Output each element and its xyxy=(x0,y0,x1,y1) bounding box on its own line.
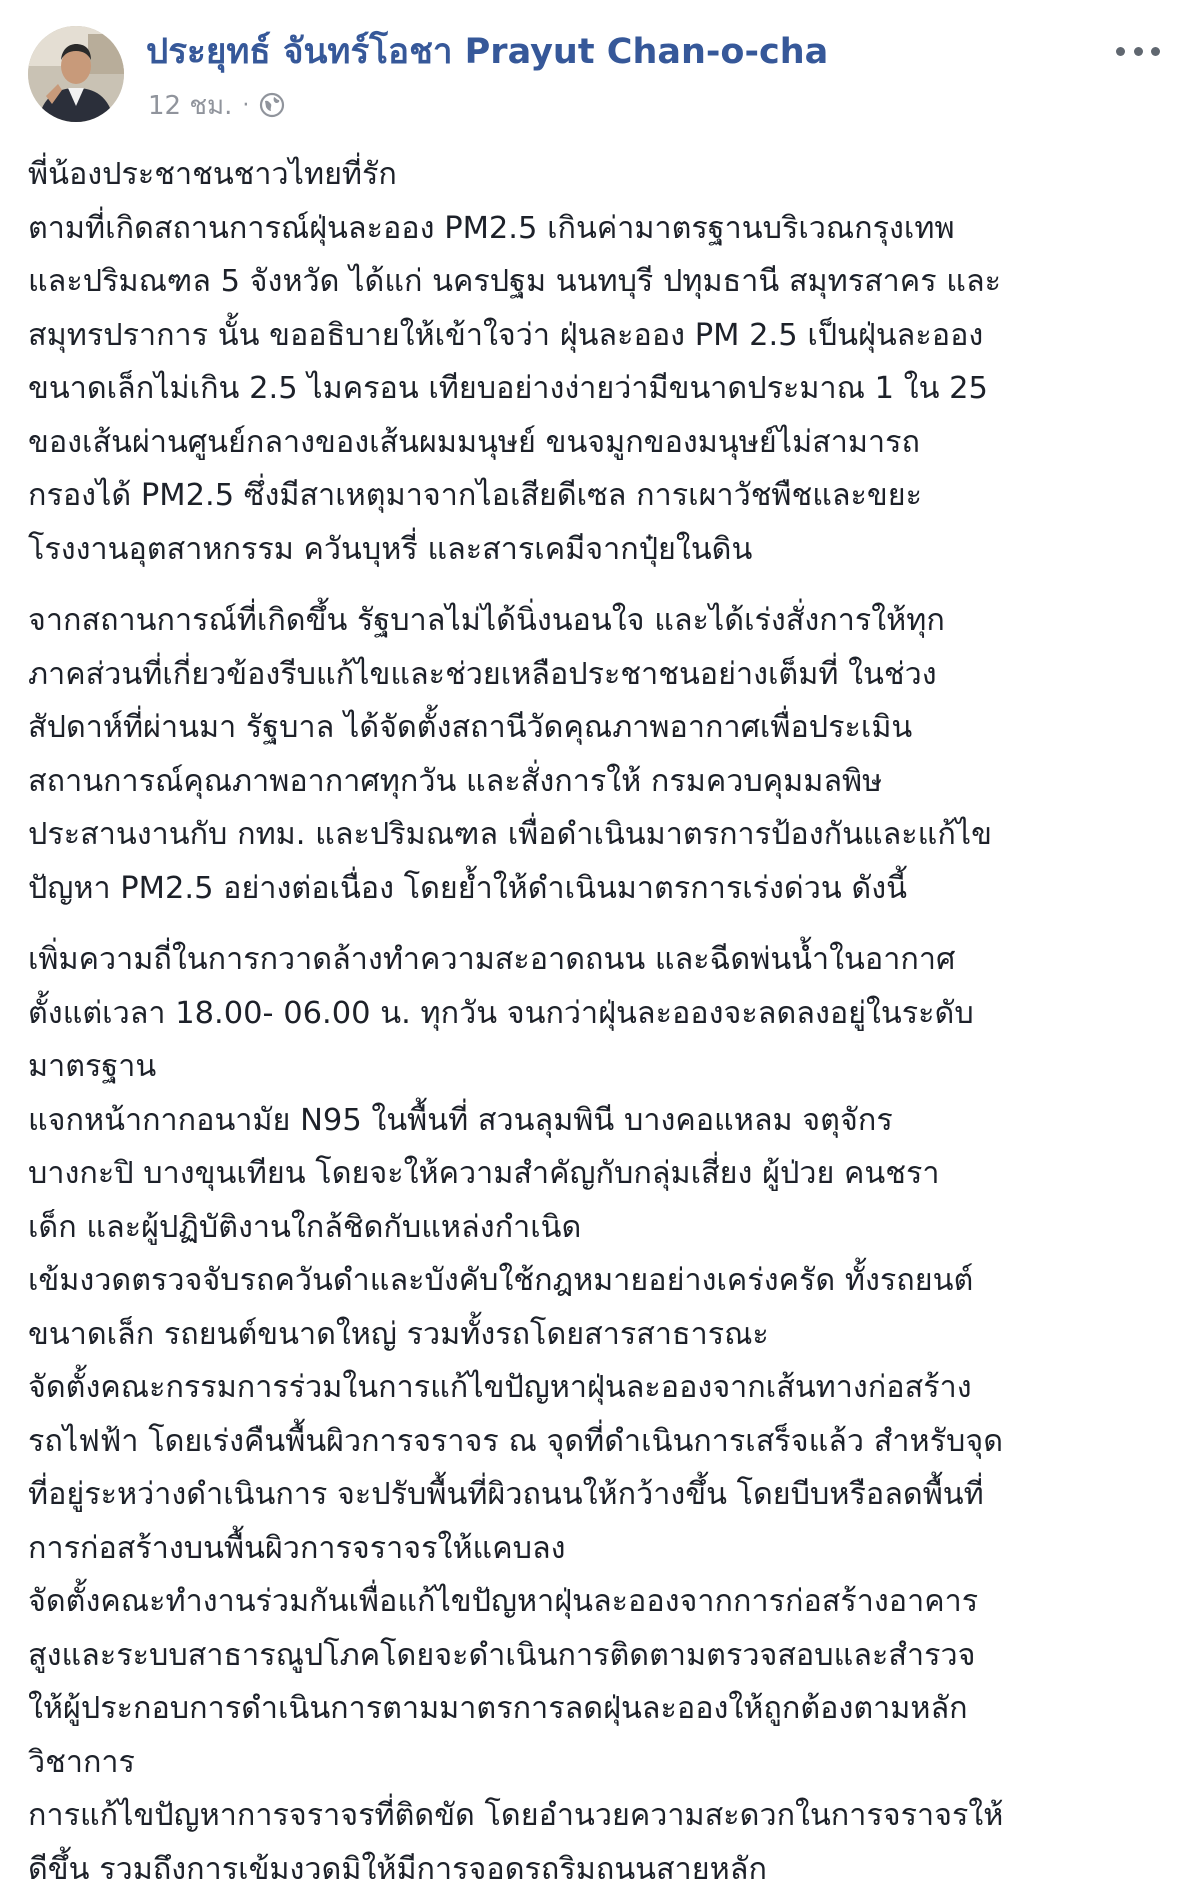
text-line: ให้ผู้ประกอบการดำเนินการตามมาตรการลดฝุ่นละอองให้ถูกต้องตามหลัก xyxy=(28,1691,968,1726)
text-line: เด็ก และผู้ปฏิบัติงานใกล้ชิดกับแหล่งกำเนิด xyxy=(28,1209,582,1245)
text-line: รถไฟฟ้า โดยเร่งคืนพื้นผิวการจราจร ณ จุดที่ดำเนินการเสร็จแล้ว สำหรับจุด xyxy=(28,1423,1004,1459)
text-line: กรองได้ PM2.5 ซึ่งมีสาเหตุมาจากไอเสียดีเซล การเผาวัชพืชและขยะ xyxy=(28,478,923,513)
text-line: ขนาดเล็ก รถยนต์ขนาดใหญ่ รวมทั้งรถโดยสารสาธารณะ xyxy=(28,1316,769,1352)
post-header xyxy=(28,26,1178,126)
meta-separator: · xyxy=(242,92,250,118)
more-dot xyxy=(1134,47,1143,56)
avatar-photo xyxy=(28,26,124,122)
globe-icon[interactable] xyxy=(259,92,285,118)
text-line: จัดตั้งคณะกรรมการร่วมในการแก้ไขปัญหาฝุ่นละอองจากเส้นทางก่อสร้าง xyxy=(28,1370,972,1405)
text-line: ตามที่เกิดสถานการณ์ฝุ่นละออง PM2.5 เกินค่ามาตรฐานบริเวณกรุงเทพ xyxy=(28,210,955,246)
text-line: สัปดาห์ที่ผ่านมา รัฐบาล ได้จัดตั้งสถานีวัดคุณภาพอากาศเพื่อประเมิน xyxy=(28,710,913,745)
text-line: สมุทรปราการ นั้น ขออธิบายให้เข้าใจว่า ฝุ่นละออง PM 2.5 เป็นฝุ่นละออง xyxy=(28,317,984,353)
text-line: ตั้งแต่เวลา 18.00- 06.00 น. ทุกวัน จนกว่าฝุ่นละอองจะลดลงอยู่ในระดับ xyxy=(28,995,974,1031)
text-line: สถานการณ์คุณภาพอากาศทุกวัน และสั่งการให้ กรมควบคุมมลพิษ xyxy=(28,763,883,799)
author-avatar[interactable] xyxy=(28,26,124,122)
more-dot xyxy=(1151,47,1160,56)
text-line: การก่อสร้างบนพื้นผิวการจราจรให้แคบลง xyxy=(28,1530,566,1566)
text-line: พี่น้องประชาชนชาวไทยที่รัก xyxy=(28,157,397,192)
text-line: จากสถานการณ์ที่เกิดขึ้น รัฐบาลไม่ได้นิ่งนอนใจ และได้เร่งสั่งการให้ทุก xyxy=(28,603,945,638)
text-line: จัดตั้งคณะทำงานร่วมกันเพื่อแก้ไขปัญหาฝุ่นละอองจากการก่อสร้างอาคาร xyxy=(28,1584,979,1619)
text-line: ดีขึ้น รวมถึงการเข้มงวดมิให้มีการจอดรถริมถนนสายหลัก xyxy=(28,1851,767,1883)
text-line: ปัญหา PM2.5 อย่างต่อเนื่อง โดยย้ำให้ดำเนินมาตรการเร่งด่วน ดังนี้ xyxy=(28,870,907,906)
text-line: โรงงานอุตสาหกรรม ควันบุหรี่ และสารเคมีจากปุ๋ยในดิน xyxy=(28,531,753,567)
post-paragraph xyxy=(28,148,1178,576)
text-line: วิชาการ xyxy=(28,1744,135,1780)
text-line: เพิ่มความถี่ในการกวาดล้างทำความสะอาดถนน และฉีดพ่นน้ำในอากาศ xyxy=(28,942,956,977)
text-line: ภาคส่วนที่เกี่ยวข้องรีบแก้ไขและช่วยเหลือประชาชนอย่างเต็มที่ ในช่วง xyxy=(28,656,937,692)
text-line: มาตรฐาน xyxy=(28,1049,157,1084)
post-timestamp[interactable]: 12 ชม. xyxy=(148,90,233,121)
text-line: ขนาดเล็กไม่เกิน 2.5 ไมครอน เทียบอย่างง่ายว่ามีขนาดประมาณ 1 ใน 25 xyxy=(28,371,988,406)
text-line: บางกะปิ บางขุนเทียน โดยจะให้ความสำคัญกับกลุ่มเสี่ยง ผู้ป่วย คนชรา xyxy=(28,1156,940,1191)
post-paragraph xyxy=(28,933,1178,1883)
text-line: ที่อยู่ระหว่างดำเนินการ จะปรับพื้นที่ผิวถนนให้กว้างขึ้น โดยบีบหรือลดพื้นที่ xyxy=(28,1477,984,1512)
text-line: เข้มงวดตรวจจับรถควันดำและบังคับใช้กฎหมายอย่างเคร่งครัด ทั้งรถยนต์ xyxy=(28,1263,974,1298)
post-paragraph xyxy=(28,594,1178,915)
text-line: ประสานงานกับ กทม. และปริมณฑล เพื่อดำเนินมาตรการป้องกันและแก้ไข xyxy=(28,817,992,852)
text-line: ของเส้นผ่านศูนย์กลางของเส้นผมมนุษย์ ขนจมูกของมนุษย์ไม่สามารถ xyxy=(28,424,921,460)
more-options-icon[interactable] xyxy=(1116,36,1160,66)
author-name-link[interactable]: ประยุทธ์ จันทร์โอชา Prayut Chan-o-cha xyxy=(146,32,829,72)
text-line: การแก้ไขปัญหาการจราจรที่ติดขัด โดยอำนวยความสะดวกในการจราจรให้ xyxy=(28,1798,1004,1833)
post-meta xyxy=(148,88,285,122)
text-line: แจกหน้ากากอนามัย N95 ในพื้นที่ สวนลุมพินี บางคอแหลม จตุจักร xyxy=(28,1102,893,1138)
text-line: และปริมณฑล 5 จังหวัด ได้แก่ นครปฐม นนทบุรี ปทุมธานี สมุทรสาคร และ xyxy=(28,264,1002,299)
more-dot xyxy=(1116,47,1125,56)
post-body xyxy=(28,148,1178,1883)
text-line: สูงและระบบสาธารณูปโภคโดยจะดำเนินการติดตามตรวจสอบและสำรวจ xyxy=(28,1637,976,1673)
